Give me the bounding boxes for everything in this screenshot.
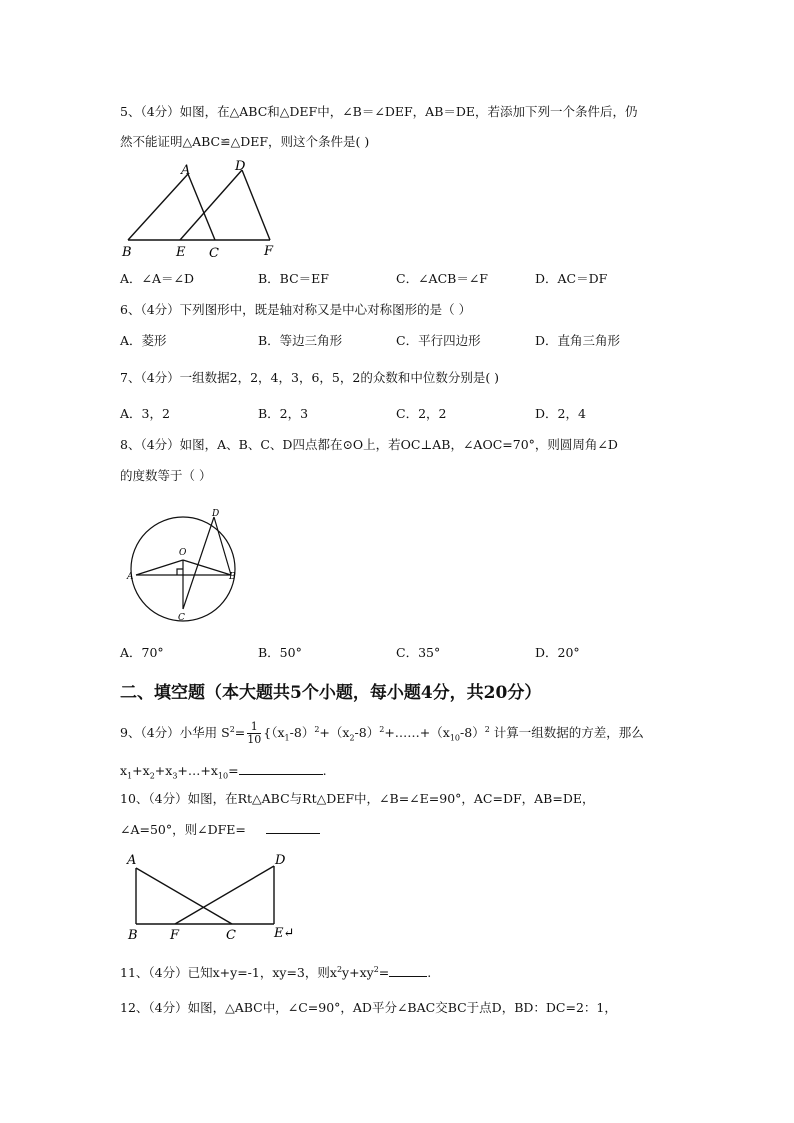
- q9-l2b: +x: [132, 763, 150, 778]
- q9-l2d: +…+x: [177, 763, 218, 778]
- q9-mid6: -8）: [460, 725, 485, 741]
- q8-label-a: A: [127, 572, 134, 582]
- q6-option-b[interactable]: B．等边三角形: [258, 333, 343, 348]
- q6-option-d[interactable]: D．直角三角形: [535, 333, 621, 348]
- q7-option-a[interactable]: A．3，2: [120, 406, 170, 421]
- q9-s3: 10: [449, 733, 461, 743]
- q11-a: 11、（4分）已知x+y=-1，xy=3，则x: [120, 965, 337, 981]
- q9-s1: 1: [284, 733, 290, 743]
- q8-text-line2: 的度数等于（ ）: [120, 468, 212, 483]
- q7-option-c[interactable]: C．2，2: [396, 406, 447, 421]
- q5-label-a: A: [181, 163, 191, 178]
- q10-label-e: E↵: [274, 926, 295, 941]
- q11-p1: 2: [336, 965, 343, 974]
- q7-text-line1: 7、（4分）一组数据2，2，4，3，6，5，2的众数和中位数分别是( ): [120, 370, 500, 385]
- q11-c: =: [378, 965, 390, 981]
- q5-option-a[interactable]: A．∠A＝∠D: [120, 271, 195, 286]
- q10-line2-text: ∠A=50°，则∠DFE=: [120, 822, 246, 837]
- q9-l2s1: 1: [127, 771, 133, 781]
- q5-label-b: B: [122, 245, 132, 260]
- q9-l2end: .: [322, 763, 327, 778]
- q8-label-d: D: [212, 509, 220, 519]
- q5-label-e: E: [176, 245, 186, 260]
- q9-p3: 2: [484, 725, 490, 734]
- q9-p2: 2: [379, 725, 385, 734]
- q12-text-line1: 12、（4分）如图，△ABC中，∠C=90°，AD平分∠BAC交BC于点D，BD：DC=2：1，: [120, 1000, 617, 1015]
- q9-mid4: -8）: [354, 725, 380, 741]
- q7-option-d[interactable]: D．2，4: [535, 406, 586, 421]
- q5-triangle-figure: [118, 158, 288, 263]
- q9-l2c: +x: [154, 763, 173, 778]
- q8-option-b[interactable]: B．50°: [258, 645, 302, 660]
- q5-option-c[interactable]: C．∠ACB＝∠F: [396, 271, 488, 286]
- q10-text-line1: 10、（4分）如图，在Rt△ABC与Rt△DEF中，∠B=∠E=90°，AC=DF，AB=DE，: [120, 791, 595, 806]
- q6-text-line1: 6、（4分）下列图形中，既是轴对称又是中心对称图形的是（ ）: [120, 302, 472, 317]
- q9-fraction: [247, 721, 261, 746]
- q9-mid3: +（x: [319, 725, 350, 741]
- q10-label-f: F: [170, 928, 180, 943]
- q10-label-a: A: [127, 853, 137, 868]
- section-two-heading: 二、填空题（本大题共5个小题，每小题4分，共20分）: [120, 683, 542, 703]
- q5-text-line1: 5、（4分）如图，在△ABC和△DEF中，∠B＝∠DEF，AB＝DE，若添加下列一个条件后，仍: [120, 104, 638, 119]
- q8-circle-figure: [120, 505, 250, 625]
- q11-text-line1: [120, 962, 431, 981]
- q10-answer-blank[interactable]: [266, 821, 320, 834]
- q9-l2s2: 2: [149, 771, 155, 781]
- q6-option-c[interactable]: C．平行四边形: [396, 333, 481, 348]
- q5-text-line2: 然不能证明△ABC≌△DEF，则这个条件是( ): [120, 134, 370, 149]
- q9-mid2: -8）: [289, 725, 315, 741]
- q9-text-line1: [120, 716, 644, 753]
- q9-l2a: x: [120, 763, 128, 778]
- q9-l2s3: 3: [172, 771, 178, 781]
- q9-l2s4: 10: [217, 771, 229, 781]
- q9-sq: 2: [229, 725, 235, 734]
- q9-suffix: 计算一组数据的方差，那么: [489, 725, 644, 741]
- q8-label-b: B: [229, 572, 236, 582]
- q5-option-b[interactable]: B．BC＝EF: [258, 271, 329, 286]
- q10-label-c: C: [226, 928, 236, 943]
- q9-frac-num: 1: [247, 721, 261, 734]
- q8-label-o: O: [179, 548, 187, 558]
- q9-mid1: {（x: [263, 725, 285, 741]
- q8-option-a[interactable]: A．70°: [120, 645, 164, 660]
- q10-label-d: D: [275, 853, 286, 868]
- q8-option-d[interactable]: D．20°: [535, 645, 580, 660]
- q11-p2: 2: [373, 965, 379, 974]
- q8-label-c: C: [178, 613, 185, 623]
- q5-label-d: D: [235, 159, 246, 174]
- q8-text-line1: 8、（4分）如图，A、B、C、D四点都在⊙O上，若OC⊥AB，∠AOC=70°，则圆周角∠D: [120, 437, 618, 452]
- q9-mid5: +……+（x: [384, 725, 450, 741]
- q10-text-line2: [120, 821, 320, 838]
- q5-label-f: F: [264, 244, 274, 259]
- q5-label-c: C: [209, 246, 219, 261]
- q6-option-a[interactable]: A．菱形: [120, 333, 167, 348]
- q10-label-b: B: [128, 928, 138, 943]
- q9-p1: 2: [314, 725, 320, 734]
- q8-option-c[interactable]: C．35°: [396, 645, 441, 660]
- q11-end: .: [427, 965, 432, 981]
- q9-text-line2: [120, 762, 327, 785]
- q9-l2e: =: [228, 763, 239, 778]
- q9-prefix: 9、（4分）小华用 S: [120, 725, 230, 741]
- q9-frac-den: 10: [247, 733, 262, 747]
- q11-answer-blank[interactable]: [389, 964, 427, 977]
- q9-s2: 2: [349, 733, 355, 743]
- q10-triangle-figure: [122, 850, 302, 945]
- q9-eq: =: [234, 725, 246, 741]
- q9-answer-blank[interactable]: [239, 762, 323, 775]
- q5-option-d[interactable]: D．AC＝DF: [535, 271, 608, 286]
- q7-option-b[interactable]: B．2，3: [258, 406, 309, 421]
- q11-b: y+xy: [342, 965, 374, 981]
